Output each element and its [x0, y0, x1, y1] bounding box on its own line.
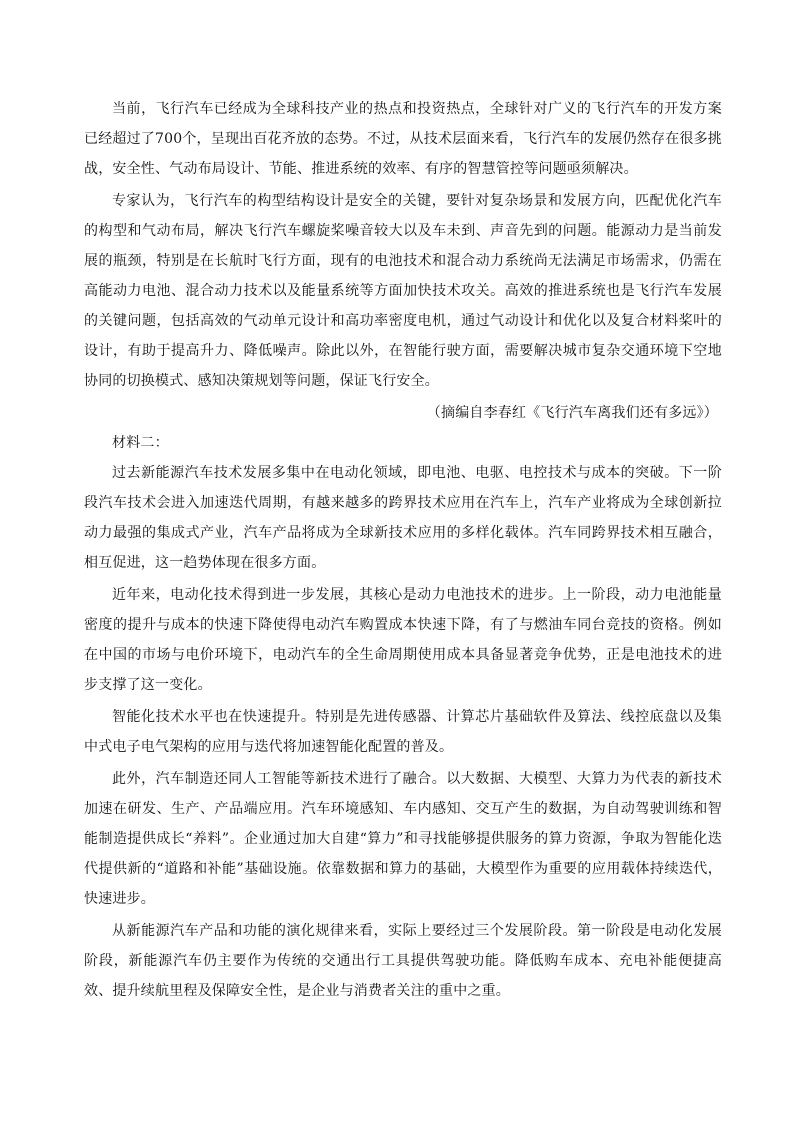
paragraph: 当前，飞行汽车已经成为全球科技产业的热点和投资热点，全球针对广义的飞行汽车的开发方案已经超过了700个，呈现出百花齐放的态势。不过，从技术层面来看，飞行汽车的发展仍然存在很多挑战，安全性、气动布局设计、节能、推进系统的效率、有序的智慧管控等问题亟须解决。: [84, 101, 722, 177]
paragraph: 此外，汽车制造还同人工智能等新技术进行了融合。以大数据、大模型、大算力为代表的新技术加速在研发、生产、产品端应用。汽车环境感知、车内感知、交互产生的数据，为自动驾驶训练和智能制造提供成长“养料”。企业通过加大自建“算力”和寻找能够提供服务的算力资源，争取为智能化迭代提供新的“道路和补能”基础设施。依靠数据和算力的基础，大模型作为重要的应用载体持续迭代，快速进步。: [84, 771, 722, 907]
paragraph: 专家认为，飞行汽车的构型结构设计是安全的关键，要针对复杂场景和发展方向，匹配优化汽车的构型和气动布局，解决飞行汽车螺旋桨噪音较大以及车未到、声音先到的问题。能源动力是当前发展的瓶颈，特别是在长航时飞行方面，现有的电池技术和混合动力系统尚无法满足市场需求，仍需在高能动力电池、混合动力技术以及能量系统等方面加快技术攻关。高效的推进系统也是飞行汽车发展的关键问题，包括高效的气动单元设计和高功率密度电机，通过气动设计和优化以及复合材料桨叶的设计，有助于提高升力、降低噪声。除此以外，在智能行驶方面，需要解决城市复杂交通环境下空地协同的切换模式、感知决策规划等问题，保证飞行安全。: [84, 193, 722, 389]
material-label: 材料二：: [112, 435, 169, 451]
paragraph: 从新能源汽车产品和功能的演化规律来看，实际上要经过三个发展阶段。第一阶段是电动化发展阶段，新能源汽车仍主要作为传统的交通出行工具提供驾驶功能。降低购车成本、充电补能便捷高效、提升续航里程及保障安全性，是企业与消费者关注的重中之重。: [84, 923, 722, 999]
article-body: [84, 94, 722, 1008]
paragraph: 近年来，电动化技术得到进一步发展，其核心是动力电池技术的进步。上一阶段，动力电池能量密度的提升与成本的快速下降使得电动汽车购置成本快速下降，有了与燃油车同台竞技的资格。例如在中国的市场与电价环境下，电动汽车的全生命周期使用成本具备显著竞争优势，正是电池技术的进步支撑了这一变化。: [84, 587, 722, 693]
paragraph: 智能化技术水平也在快速提升。特别是先进传感器、计算芯片基础软件及算法、线控底盘以及集中式电子电气架构的应用与迭代将加速智能化配置的普及。: [84, 709, 722, 755]
paragraph: 过去新能源汽车技术发展多集中在电动化领域，即电池、电驱、电控技术与成本的突破。下一阶段汽车技术会进入加速迭代周期，有越来越多的跨界技术应用在汽车上，汽车产业将成为全球创新拉动力最强的集成式产业，汽车产品将成为全球新技术应用的多样化载体。汽车同跨界技术相互融合，相互促进，这一趋势体现在很多方面。: [84, 465, 722, 571]
source-citation: （摘编自李春红《飞行汽车离我们还有多远》）: [426, 405, 718, 421]
